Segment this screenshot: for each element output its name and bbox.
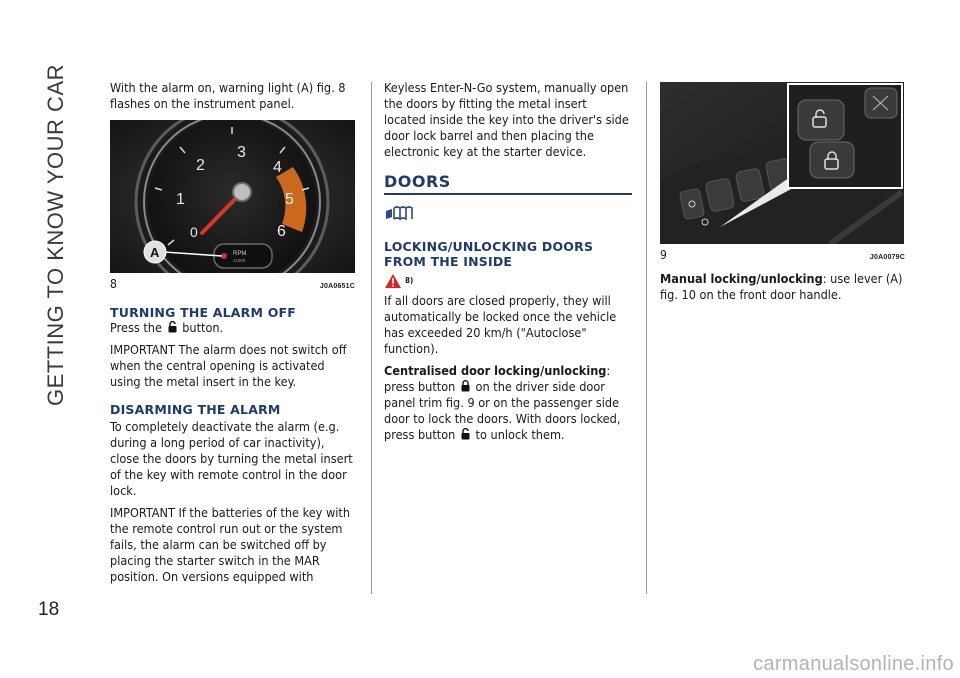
disarming-paragraph: To completely deactivate the alarm (e.g. during a long period of car inactivity), close the doors by turning the metal insert of the key with remote control in the door lock.	[110, 419, 353, 498]
column-2	[384, 80, 632, 449]
autoclose-paragraph: If all doors are closed properly, they will automatically be locked once the vehicle has exceeded 20 km/h ("Autoclose" function).	[384, 293, 617, 356]
central-label: Centralised door locking/unlocking	[384, 363, 607, 378]
figure-8-caption	[110, 276, 355, 295]
intro-paragraph: With the alarm on, warning light (A) fig. 8 flashes on the instrument panel.	[110, 80, 346, 111]
dial-number-1: 1	[176, 191, 185, 208]
side-section-title	[36, 63, 76, 407]
manual-text: : use lever (A) fig. 10 on the front door handle.	[660, 271, 903, 302]
dial-number-0: 0	[190, 224, 198, 240]
warning-triangle-icon	[384, 273, 402, 289]
heading-doors: DOORS	[384, 172, 451, 191]
unlock-icon	[461, 428, 470, 440]
column-3	[660, 82, 905, 309]
column-divider-2	[646, 82, 647, 594]
rpm-label: RPM	[233, 251, 247, 257]
page-number: 18	[38, 599, 60, 620]
section-title-text: GETTING TO KNOW YOUR CAR	[43, 63, 69, 407]
figure-code: J0A0079C	[869, 254, 905, 261]
watermark: carmanualsonline.info	[753, 653, 954, 675]
central-text-c: to unlock them.	[475, 427, 565, 442]
central-text-a: : press button	[384, 363, 611, 394]
important-batteries: IMPORTANT If the batteries of the key with the remote control run out or the system fails, the alarm can be switched off by placing the starter switch in the MAR position. On versions equipped with	[110, 505, 351, 584]
figure-9-door-panel	[660, 82, 904, 244]
dial-number-5: 5	[285, 191, 294, 208]
press-button-paragraph	[110, 320, 355, 336]
doors-heading-block	[384, 174, 632, 195]
door-panel-illustration	[660, 82, 904, 244]
keyless-continued: Keyless Enter-N-Go system, manually open the doors by fitting the metal insert located inside the key into the driver's side door lock barrel and then placing the electronic key at the starter device.	[384, 80, 629, 159]
dial-number-6: 6	[277, 223, 286, 240]
heading-disarming-alarm: DISARMING THE ALARM	[110, 402, 281, 417]
figure-number: 9	[660, 248, 667, 262]
figure-number: 8	[110, 277, 117, 291]
manual-label: Manual locking/unlocking	[660, 271, 823, 286]
heading-turning-alarm-off: TURNING THE ALARM OFF	[110, 305, 296, 320]
press-suffix: button.	[182, 320, 224, 335]
figure-code: J0A0651C	[319, 283, 355, 290]
unlock-icon	[168, 321, 177, 333]
tachometer-illustration	[110, 120, 355, 273]
dial-number-2: 2	[196, 157, 205, 174]
figure-8-tachometer	[110, 120, 355, 273]
doors-heading-rule	[384, 193, 632, 195]
manual-book-icon	[384, 203, 414, 223]
central-locking-paragraph	[384, 363, 632, 443]
rpm-unit: x1000	[233, 258, 246, 263]
column-divider-1	[371, 82, 372, 594]
figure-9-caption	[660, 247, 905, 266]
manual-locking-paragraph	[660, 271, 905, 303]
warning-reference	[384, 273, 632, 289]
dial-number-3: 3	[237, 144, 246, 161]
central-text-b: on the driver side door panel trim fig. 9 or on the passenger side door to lock the doors. With doors locked, press button	[384, 379, 621, 442]
dial-number-4: 4	[273, 159, 282, 176]
press-prefix: Press the	[110, 320, 162, 335]
lock-icon	[461, 380, 470, 392]
warning-ref-number: 8)	[405, 276, 414, 285]
column-1	[110, 80, 355, 591]
important-metal-insert: IMPORTANT The alarm does not switch off when the central opening is activated using the metal insert in the key.	[110, 342, 347, 389]
callout-a: A	[150, 245, 160, 260]
heading-locking-unlocking: LOCKING/UNLOCKING DOORS FROM THE INSIDE	[384, 239, 594, 269]
